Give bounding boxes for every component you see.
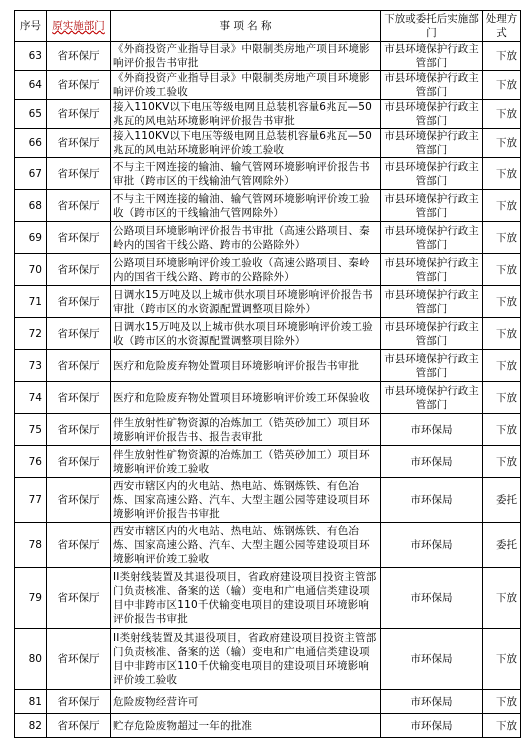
row-office: 市县环境保护行政主管部门	[381, 42, 483, 71]
row-office: 市环保局	[381, 478, 483, 523]
table-row	[15, 382, 521, 414]
row-mode: 下放	[483, 568, 521, 629]
row-no: 63	[15, 42, 47, 71]
row-office: 市县环境保护行政主管部门	[381, 100, 483, 129]
row-dept: 省环保厅	[47, 100, 111, 129]
header-item: 事 项 名 称	[111, 11, 381, 42]
row-dept: 省环保厅	[47, 318, 111, 350]
row-item: 《外商投资产业指导目录》中限制类房地产项目环境影响评价报告书审批	[111, 42, 381, 71]
row-dept: 省环保厅	[47, 446, 111, 478]
row-dept: 省环保厅	[47, 286, 111, 318]
row-no: 82	[15, 714, 47, 738]
row-mode: 下放	[483, 350, 521, 382]
row-mode: 下放	[483, 190, 521, 222]
row-dept: 省环保厅	[47, 414, 111, 446]
row-mode: 下放	[483, 690, 521, 714]
row-dept: 省环保厅	[47, 523, 111, 568]
row-office: 市环保局	[381, 568, 483, 629]
row-office: 市环保局	[381, 690, 483, 714]
row-mode: 下放	[483, 446, 521, 478]
row-mode: 下放	[483, 414, 521, 446]
row-mode: 下放	[483, 714, 521, 738]
header-dept	[47, 11, 111, 42]
row-dept: 省环保厅	[47, 71, 111, 100]
header-mode: 处理方式	[483, 11, 521, 42]
row-item: 不与主干网连接的输油、输气管网环境影响评价报告书审批（跨市区的干线输油气管网除外）	[111, 158, 381, 190]
table-row	[15, 158, 521, 190]
row-office: 市环保局	[381, 714, 483, 738]
row-office: 市县环境保护行政主管部门	[381, 286, 483, 318]
row-mode: 下放	[483, 629, 521, 690]
row-no: 65	[15, 100, 47, 129]
row-item: 伴生放射性矿物资源的冶炼加工（锆英砂加工）项目环境影响评价竣工验收	[111, 446, 381, 478]
row-item: 医疗和危险废弃物处置项目环境影响评价竣工环保验收	[111, 382, 381, 414]
row-mode: 下放	[483, 129, 521, 158]
row-office: 市县环境保护行政主管部门	[381, 222, 483, 254]
row-dept: 省环保厅	[47, 222, 111, 254]
row-no: 80	[15, 629, 47, 690]
row-no: 73	[15, 350, 47, 382]
table-row	[15, 568, 521, 629]
row-no: 74	[15, 382, 47, 414]
table-row	[15, 190, 521, 222]
table-row	[15, 414, 521, 446]
row-office: 市县环境保护行政主管部门	[381, 158, 483, 190]
row-no: 77	[15, 478, 47, 523]
row-no: 68	[15, 190, 47, 222]
row-office: 市环保局	[381, 414, 483, 446]
table-row	[15, 629, 521, 690]
row-mode: 下放	[483, 222, 521, 254]
table-row	[15, 318, 521, 350]
row-dept: 省环保厅	[47, 158, 111, 190]
row-office: 市县环境保护行政主管部门	[381, 318, 483, 350]
row-mode: 下放	[483, 286, 521, 318]
row-no: 70	[15, 254, 47, 286]
table-row	[15, 222, 521, 254]
row-item: 西安市辖区内的火电站、热电站、炼钢炼铁、有色冶炼、国家高速公路、汽车、大型主题公园等建设项目环境影响评价报告书审批	[111, 478, 381, 523]
row-office: 市环保局	[381, 523, 483, 568]
row-office: 市县环境保护行政主管部门	[381, 350, 483, 382]
row-item: 日调水15万吨及以上城市供水项目环境影响评价报告书审批（跨市区的水资源配置调整项目除外）	[111, 286, 381, 318]
row-office: 市县环境保护行政主管部门	[381, 382, 483, 414]
table-row	[15, 71, 521, 100]
row-item: 西安市辖区内的火电站、热电站、炼钢炼铁、有色冶炼、国家高速公路、汽车、大型主题公园等建设项目环境影响评价竣工验收	[111, 523, 381, 568]
row-item: 接入110KV以下电压等级电网且总装机容量6兆瓦—50兆瓦的风电站环境影响评价竣工验收	[111, 129, 381, 158]
row-office: 市环保局	[381, 629, 483, 690]
row-item: 伴生放射性矿物资源的冶炼加工（锆英砂加工）项目环境影响评价报告书、报告表审批	[111, 414, 381, 446]
row-item: 公路项目环境影响评价竣工验收（高速公路项目、秦岭内的国省干线公路、跨市的公路除外）	[111, 254, 381, 286]
row-dept: 省环保厅	[47, 350, 111, 382]
row-dept: 省环保厅	[47, 629, 111, 690]
row-item: 接入110KV以下电压等级电网且总装机容量6兆瓦—50兆瓦的风电站环境影响评价报告书审批	[111, 100, 381, 129]
row-item: II类射线装置及其退役项目，省政府建设项目投资主管部门负责核准、备案的送（输）变电和广电通信类建设项目中非跨市区110千伏输变电项目的建设项目环境影响评价报告书审批	[111, 568, 381, 629]
row-item: 医疗和危险废弃物处置项目环境影响评价报告书审批	[111, 350, 381, 382]
row-mode: 下放	[483, 71, 521, 100]
row-item: 危险废物经营许可	[111, 690, 381, 714]
row-no: 81	[15, 690, 47, 714]
row-dept: 省环保厅	[47, 478, 111, 523]
row-item: 《外商投资产业指导目录》中限制类房地产项目环境影响评价竣工验收	[111, 71, 381, 100]
row-no: 69	[15, 222, 47, 254]
row-mode: 下放	[483, 382, 521, 414]
table-row	[15, 478, 521, 523]
row-dept: 省环保厅	[47, 42, 111, 71]
row-item: 日调水15万吨及以上城市供水项目环境影响评价竣工验收（跨市区的水资源配置调整项目除外）	[111, 318, 381, 350]
row-office: 市县环境保护行政主管部门	[381, 71, 483, 100]
row-office: 市县环境保护行政主管部门	[381, 129, 483, 158]
table-row	[15, 42, 521, 71]
row-no: 76	[15, 446, 47, 478]
header-dept-label: 原实施部门	[52, 20, 105, 32]
delegation-table	[14, 10, 521, 738]
row-mode: 下放	[483, 100, 521, 129]
row-no: 75	[15, 414, 47, 446]
table-row	[15, 446, 521, 478]
row-mode: 下放	[483, 42, 521, 71]
header-office: 下放或委托后实施部门	[381, 11, 483, 42]
row-item: 公路项目环境影响评价报告书审批（高速公路项目、秦岭内的国省干线公路、跨市的公路除外）	[111, 222, 381, 254]
row-mode: 委托	[483, 523, 521, 568]
row-no: 67	[15, 158, 47, 190]
row-dept: 省环保厅	[47, 690, 111, 714]
row-office: 市环保局	[381, 446, 483, 478]
row-dept: 省环保厅	[47, 714, 111, 738]
row-no: 78	[15, 523, 47, 568]
row-mode: 下放	[483, 318, 521, 350]
row-dept: 省环保厅	[47, 382, 111, 414]
row-dept: 省环保厅	[47, 129, 111, 158]
row-item: 贮存危险废物超过一年的批准	[111, 714, 381, 738]
row-office: 市县环境保护行政主管部门	[381, 190, 483, 222]
row-mode: 委托	[483, 478, 521, 523]
table-row	[15, 286, 521, 318]
row-item: II类射线装置及其退役项目，省政府建设项目投资主管部门负责核准、备案的送（输）变电和广电通信类建设项目中非跨市区110千伏输变电项目的建设项目环境影响评价竣工验收	[111, 629, 381, 690]
row-no: 64	[15, 71, 47, 100]
row-item: 不与主干网连接的输油、输气管网环境影响评价竣工验收（跨市区的干线输油气管网除外）	[111, 190, 381, 222]
table-row	[15, 254, 521, 286]
row-no: 71	[15, 286, 47, 318]
table-row	[15, 523, 521, 568]
row-dept: 省环保厅	[47, 190, 111, 222]
header-row	[15, 11, 521, 42]
row-mode: 下放	[483, 158, 521, 190]
row-office: 市县环境保护行政主管部门	[381, 254, 483, 286]
row-dept: 省环保厅	[47, 568, 111, 629]
row-no: 66	[15, 129, 47, 158]
table-body	[15, 42, 521, 738]
table-row	[15, 714, 521, 738]
table-row	[15, 129, 521, 158]
table-row	[15, 350, 521, 382]
table-row	[15, 690, 521, 714]
row-mode: 下放	[483, 254, 521, 286]
row-no: 79	[15, 568, 47, 629]
header-no: 序号	[15, 11, 47, 42]
table-row	[15, 100, 521, 129]
row-no: 72	[15, 318, 47, 350]
row-dept: 省环保厅	[47, 254, 111, 286]
